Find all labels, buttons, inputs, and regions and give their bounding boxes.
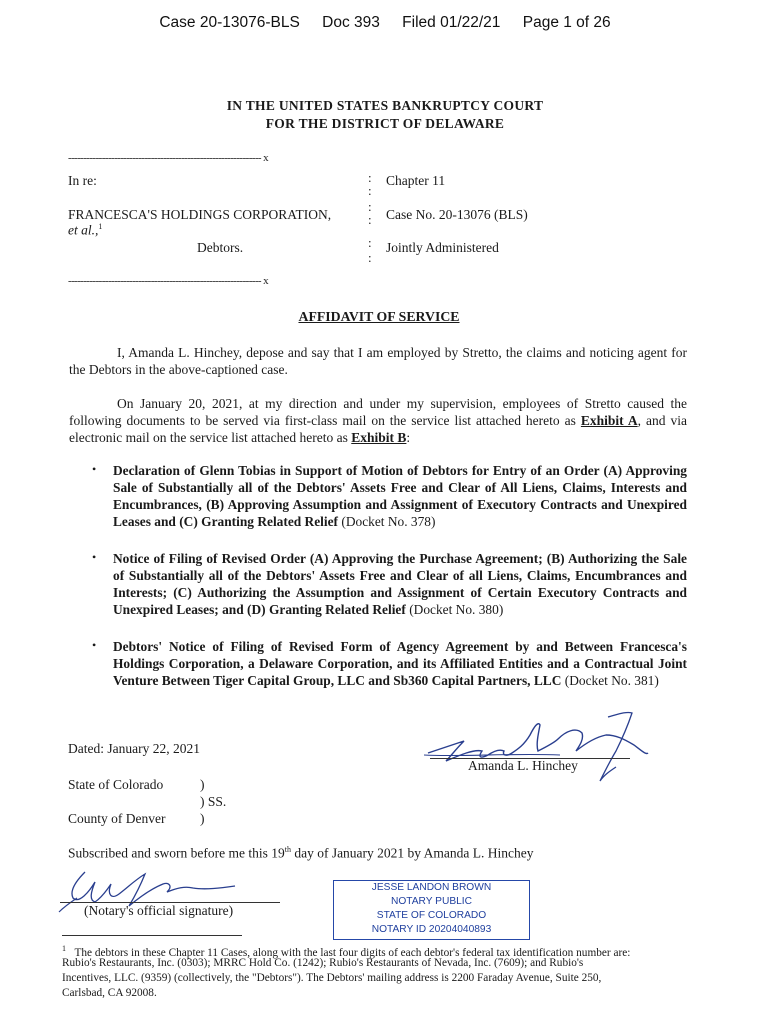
doc-number: Doc 393 bbox=[322, 14, 380, 31]
list-item: Debtors' Notice of Filing of Revised Form of Agency Agreement by and Between Francesca's Holdings Corporation, a Delaware Corporation, and its Affiliated Entities and a Contractual Joint Venture Between Tiger Capital Group, LLC and Sb360 Capital Partners, LLC (Docket No. 381) bbox=[113, 639, 687, 688]
signature-stroke bbox=[424, 754, 560, 755]
venue-ss: ) SS. bbox=[200, 794, 227, 809]
footnote-line: $^1$ The debtors in these Chapter 11 Cases, along with the last four digits of each debtor's federal tax identification number are: bbox=[62, 944, 631, 959]
footnote-line: Carlsbad, CA 92008. bbox=[62, 987, 157, 999]
stamp-title: NOTARY PUBLIC bbox=[391, 896, 472, 907]
bullet-marker: • bbox=[92, 550, 97, 564]
in-re-label: In re: bbox=[68, 173, 97, 188]
stamp-id: NOTARY ID 20204040893 bbox=[371, 924, 492, 935]
venue-state: State of Colorado bbox=[68, 777, 164, 792]
caption-colon: : bbox=[368, 212, 372, 227]
signature-stroke bbox=[72, 872, 235, 906]
debtor-name: FRANCESCA'S HOLDINGS CORPORATION, bbox=[68, 207, 332, 222]
dated-line: Dated: January 22, 2021 bbox=[68, 741, 200, 756]
caption-colon: : bbox=[368, 183, 372, 198]
stamp-name: JESSE LANDON BROWN bbox=[371, 882, 492, 893]
caption-colon: : bbox=[368, 170, 372, 185]
signature-stroke bbox=[600, 712, 632, 781]
et-al: et al.,$^1$ bbox=[68, 222, 103, 238]
caption-rule-bottom: --------------------------------------------------------------- x bbox=[68, 275, 269, 287]
list-item: Notice of Filing of Revised Order (A) Approving the Purchase Agreement; (B) Authorizing the Sale of Substantially all of the Debtors' Assets Free and Clear of all Liens, Claims, Encumbrances and Interests; (C) Authorizing the Assumption and Assignment of Certain Executory Contracts and Unexpired Leases; and (D) Granting Related Relief (Docket No. 380) bbox=[113, 551, 687, 617]
jointly-administered: Jointly Administered bbox=[386, 240, 499, 255]
signer-name: Amanda L. Hinchey bbox=[468, 758, 578, 773]
signature-stroke bbox=[59, 898, 77, 912]
paragraph-1: I, Amanda L. Hinchey, depose and say that I am employed by Stretto, the claims and noticing agent for the Debtors in the above-captioned case. bbox=[69, 345, 687, 377]
caption-colon: : bbox=[368, 199, 372, 214]
case-number: Case 20-13076-BLS bbox=[159, 14, 300, 31]
debtors-label: Debtors. bbox=[197, 240, 244, 255]
venue-county: County of Denver bbox=[68, 811, 166, 826]
footnote-line: Rubio's Restaurants, Inc. (0303); MRRC Hold Co. (1242); Rubio's Restaurants of Nevada, Inc. (7609); and Rubio's bbox=[62, 957, 584, 969]
subscribed-line: Subscribed and sworn before me this 19th day of January 2021 by Amanda L. Hinchey bbox=[68, 845, 534, 861]
venue-paren: ) bbox=[200, 777, 205, 792]
document-title: AFFIDAVIT OF SERVICE bbox=[298, 309, 460, 324]
bullet-marker: • bbox=[92, 638, 97, 652]
notary-stamp bbox=[333, 880, 530, 940]
venue-paren: ) bbox=[200, 811, 205, 826]
bullet-marker: • bbox=[92, 462, 97, 476]
caption-colon: : bbox=[368, 250, 372, 265]
exhibit-a-ref: Exhibit A bbox=[580, 413, 638, 428]
notary-label: (Notary's official signature) bbox=[84, 903, 234, 918]
stamp-state: STATE OF COLORADO bbox=[376, 910, 487, 921]
list-item: Declaration of Glenn Tobias in Support of Motion of Debtors for Entry of an Order (A) Approving Sale of Substantially all of the Debtors' Assets Free and Clear of All Liens, Claims, Interests and Encumbrances, (B) Approving Assumption and Assignment of Executory Contracts and Unexpired Leases and (C) Granting Related Relief (Docket No. 378) bbox=[113, 463, 687, 529]
caption-rule-top: --------------------------------------------------------------- x bbox=[68, 152, 269, 164]
court-name-line2: FOR THE DISTRICT OF DELAWARE bbox=[265, 116, 505, 131]
caption-colon: : bbox=[368, 235, 372, 250]
court-name-line1: IN THE UNITED STATES BANKRUPTCY COURT bbox=[226, 98, 544, 113]
page-number: Page 1 of 26 bbox=[522, 14, 611, 31]
footnote-rule bbox=[62, 935, 242, 936]
exhibit-b-ref: Exhibit B bbox=[351, 430, 407, 445]
footnote-line: Incentives, LLC. (9359) (collectively, the "Debtors"). The Debtors' mailing address is 2200 Faraday Avenue, Suite 250, bbox=[62, 972, 602, 984]
affiant-signature-graphic bbox=[420, 705, 670, 795]
case-number-label: Case No. 20-13076 (BLS) bbox=[386, 207, 528, 222]
ecf-header bbox=[0, 14, 770, 32]
chapter-label: Chapter 11 bbox=[386, 173, 446, 188]
footnote-ref: 1 bbox=[98, 222, 103, 231]
filed-date: Filed 01/22/21 bbox=[402, 14, 501, 31]
paragraph-2: On January 20, 2021, at my direction and under my supervision, employees of Stretto caused the following documents to be served via first-class mail on the service list attached hereto as Exhibit A, and via electronic mail on the service list attached hereto as Exhibit B: bbox=[69, 396, 687, 445]
footnote-marker: 1 bbox=[62, 944, 66, 953]
